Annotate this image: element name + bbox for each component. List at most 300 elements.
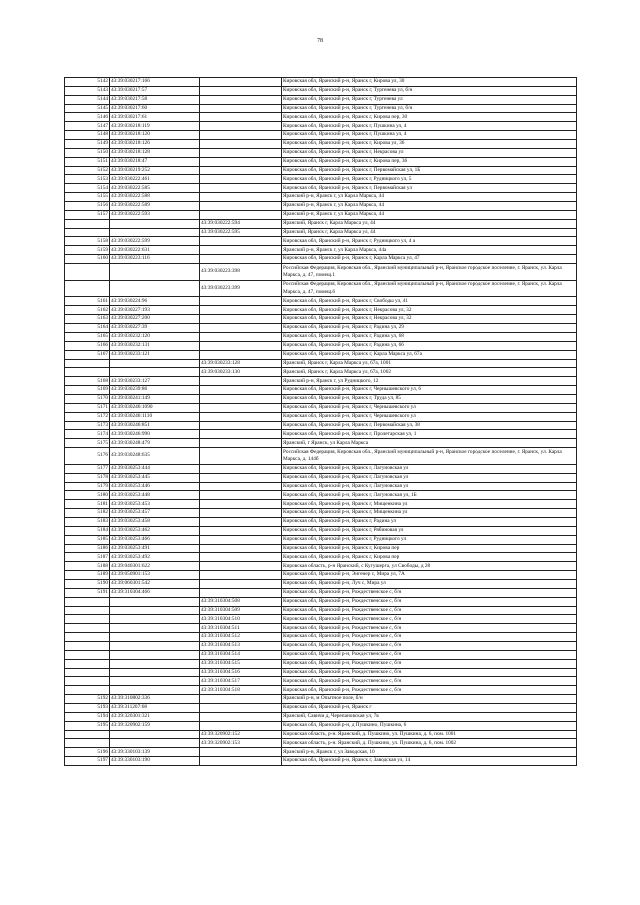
sub-cadastral-number-cell bbox=[200, 131, 282, 140]
cadastral-number-cell: 43:39:030227:200 bbox=[110, 315, 200, 324]
cadastral-number-cell: 43:39:030218:128 bbox=[110, 148, 200, 157]
cadastral-number-cell bbox=[110, 642, 200, 651]
table-row bbox=[65, 113, 577, 122]
sub-cadastral-number-cell: 43:39:310304:512 bbox=[200, 633, 282, 642]
sub-cadastral-number-cell bbox=[200, 237, 282, 246]
sub-cadastral-number-cell bbox=[200, 526, 282, 535]
cadastral-number-cell: 43:39:040301:622 bbox=[110, 562, 200, 571]
table-row bbox=[65, 175, 577, 184]
sub-cadastral-number-cell bbox=[200, 113, 282, 122]
row-number-cell: 5178 bbox=[65, 473, 110, 482]
row-number-cell bbox=[65, 368, 110, 377]
cadastral-number-cell: 43:39:030222:585 bbox=[110, 184, 200, 193]
sub-cadastral-number-cell bbox=[200, 315, 282, 324]
table-row bbox=[65, 571, 577, 580]
cadastral-register-table bbox=[64, 77, 577, 766]
table-row bbox=[65, 448, 577, 465]
address-cell: Кировская обл, Яранский р-н, Яранск г, Лагуновская ул bbox=[282, 473, 577, 482]
row-number-cell bbox=[65, 668, 110, 677]
row-number-cell: 5145 bbox=[65, 104, 110, 113]
sub-cadastral-number-cell bbox=[200, 482, 282, 491]
cadastral-number-cell: 43:39:030217:61 bbox=[110, 113, 200, 122]
table-row bbox=[65, 184, 577, 193]
address-cell: Яранский, Яранск г, Карла Маркса ул, 44 bbox=[282, 219, 577, 228]
address-cell: Кировская обл, Яранский р-н, Яранск г, Чернышевского ул, 6 bbox=[282, 386, 577, 395]
address-cell: Яранский р-н, м Опытное поле, б/н bbox=[282, 695, 577, 704]
address-cell: Кировская обл, Яранский р-н, Яранск г, Тургенева ул bbox=[282, 95, 577, 104]
address-cell: Кировская обл, Яранский р-н, Рождественское с, б/н bbox=[282, 588, 577, 597]
table-row bbox=[65, 332, 577, 341]
sub-cadastral-number-cell: 43:39:030222:595 bbox=[200, 228, 282, 237]
address-cell: Кировская обл, Яранский р-н, Яранск г, Лагуновская ул bbox=[282, 482, 577, 491]
table-row bbox=[65, 421, 577, 430]
address-cell: Кировская обл, Яранский р-н, Яранск г bbox=[282, 704, 577, 713]
row-number-cell: 5195 bbox=[65, 721, 110, 730]
cadastral-number-cell bbox=[110, 624, 200, 633]
cadastral-number-cell: 43:39:030232:120 bbox=[110, 332, 200, 341]
cadastral-number-cell bbox=[110, 597, 200, 606]
table-row bbox=[65, 597, 577, 606]
sub-cadastral-number-cell bbox=[200, 175, 282, 184]
sub-cadastral-number-cell: 43:39:320902:152 bbox=[200, 730, 282, 739]
address-cell: Яранский р-н, Яранск г, ул Заводская, 10 bbox=[282, 748, 577, 757]
table-row bbox=[65, 633, 577, 642]
sub-cadastral-number-cell: 43:39:310304:517 bbox=[200, 677, 282, 686]
table-row bbox=[65, 104, 577, 113]
cadastral-number-cell: 43:39:310802:336 bbox=[110, 695, 200, 704]
sub-cadastral-number-cell bbox=[200, 439, 282, 448]
register-body bbox=[65, 78, 577, 766]
table-row bbox=[65, 677, 577, 686]
sub-cadastral-number-cell: 43:39:310304:511 bbox=[200, 624, 282, 633]
cadastral-number-cell bbox=[110, 280, 200, 297]
table-row bbox=[65, 686, 577, 695]
cadastral-number-cell: 43:39:030218:120 bbox=[110, 131, 200, 140]
row-number-cell: 5153 bbox=[65, 175, 110, 184]
table-row bbox=[65, 219, 577, 228]
sub-cadastral-number-cell bbox=[200, 535, 282, 544]
address-cell: Кировская обл, Яранский р-н, Яранск г, Радина ул bbox=[282, 517, 577, 526]
cadastral-number-cell: 43:39:320902:159 bbox=[110, 721, 200, 730]
cadastral-number-cell: 43:39:030222:631 bbox=[110, 246, 200, 255]
row-number-cell: 5186 bbox=[65, 544, 110, 553]
cadastral-number-cell bbox=[110, 677, 200, 686]
address-cell: Кировская область, р-н. Яранский, д. Пушкино, ул. Пушкина, д. 6, пом. 1001 bbox=[282, 730, 577, 739]
row-number-cell: 5162 bbox=[65, 306, 110, 315]
sub-cadastral-number-cell bbox=[200, 748, 282, 757]
table-row bbox=[65, 606, 577, 615]
row-number-cell: 5155 bbox=[65, 193, 110, 202]
sub-cadastral-number-cell bbox=[200, 341, 282, 350]
row-number-cell: 5176 bbox=[65, 448, 110, 465]
table-row bbox=[65, 255, 577, 264]
cadastral-number-cell: 43:39:030246:990 bbox=[110, 430, 200, 439]
address-cell: Кировская обл, Яранский р-н, Яранск г, Чернышевского ул bbox=[282, 412, 577, 421]
cadastral-number-cell: 43:39:030219:252 bbox=[110, 166, 200, 175]
sub-cadastral-number-cell bbox=[200, 350, 282, 359]
sub-cadastral-number-cell bbox=[200, 571, 282, 580]
table-row bbox=[65, 166, 577, 175]
row-number-cell bbox=[65, 677, 110, 686]
address-cell: Кировская обл, Яранский р-н, Яранск г, Карла Маркса ул, 47 bbox=[282, 255, 577, 264]
cadastral-number-cell: 43:39:030253:462 bbox=[110, 526, 200, 535]
row-number-cell: 5164 bbox=[65, 324, 110, 333]
table-row bbox=[65, 350, 577, 359]
table-row bbox=[65, 78, 577, 87]
sub-cadastral-number-cell bbox=[200, 412, 282, 421]
row-number-cell bbox=[65, 659, 110, 668]
row-number-cell: 5165 bbox=[65, 332, 110, 341]
row-number-cell: 5168 bbox=[65, 377, 110, 386]
cadastral-number-cell: 43:39:030253:466 bbox=[110, 535, 200, 544]
sub-cadastral-number-cell bbox=[200, 464, 282, 473]
address-cell: Кировская обл, Яранский р-н, Яранск г, Свободы ул, 41 bbox=[282, 297, 577, 306]
row-number-cell: 5160 bbox=[65, 255, 110, 264]
sub-cadastral-number-cell bbox=[200, 403, 282, 412]
row-number-cell: 5143 bbox=[65, 86, 110, 95]
cadastral-number-cell bbox=[110, 228, 200, 237]
address-cell: Кировская обл, Яранский р-н, Яранск г, Кирова пер bbox=[282, 553, 577, 562]
row-number-cell bbox=[65, 624, 110, 633]
sub-cadastral-number-cell: 43:39:310304:515 bbox=[200, 659, 282, 668]
table-row bbox=[65, 517, 577, 526]
sub-cadastral-number-cell bbox=[200, 140, 282, 149]
table-row bbox=[65, 430, 577, 439]
table-row bbox=[65, 193, 577, 202]
row-number-cell: 5152 bbox=[65, 166, 110, 175]
cadastral-number-cell: 43:39:030253:445 bbox=[110, 473, 200, 482]
row-number-cell: 5183 bbox=[65, 517, 110, 526]
row-number-cell: 5177 bbox=[65, 464, 110, 473]
row-number-cell: 5151 bbox=[65, 157, 110, 166]
address-cell: Кировская область, р-н. Яранский, д. Пушкино, ул. Пушкина, д. 6, пом. 1002 bbox=[282, 739, 577, 748]
sub-cadastral-number-cell bbox=[200, 324, 282, 333]
table-row bbox=[65, 210, 577, 219]
table-row bbox=[65, 659, 577, 668]
table-row bbox=[65, 377, 577, 386]
row-number-cell bbox=[65, 615, 110, 624]
address-cell: Кировская обл, Яранский р-н, Рождественское с, б/н bbox=[282, 642, 577, 651]
sub-cadastral-number-cell bbox=[200, 377, 282, 386]
cadastral-number-cell: 43:39:030248:635 bbox=[110, 448, 200, 465]
table-row bbox=[65, 394, 577, 403]
sub-cadastral-number-cell bbox=[200, 202, 282, 211]
row-number-cell: 5157 bbox=[65, 210, 110, 219]
table-row bbox=[65, 482, 577, 491]
row-number-cell: 5172 bbox=[65, 412, 110, 421]
cadastral-number-cell: 43:39:311207:68 bbox=[110, 704, 200, 713]
sub-cadastral-number-cell bbox=[200, 473, 282, 482]
row-number-cell: 5181 bbox=[65, 500, 110, 509]
address-cell: Кировская обл, Яранский р-н, Яранск г, Заводская ул, 14 bbox=[282, 757, 577, 766]
row-number-cell: 5150 bbox=[65, 148, 110, 157]
row-number-cell bbox=[65, 606, 110, 615]
address-cell: Кировская обл, Яранский р-н, Рождественское с, б/н bbox=[282, 606, 577, 615]
cadastral-number-cell: 43:39:030222:593 bbox=[110, 210, 200, 219]
row-number-cell bbox=[65, 228, 110, 237]
sub-cadastral-number-cell bbox=[200, 386, 282, 395]
sub-cadastral-number-cell: 43:39:310304:513 bbox=[200, 642, 282, 651]
cadastral-number-cell: 43:39:030222:599 bbox=[110, 237, 200, 246]
cadastral-number-cell: 43:39:030253:448 bbox=[110, 491, 200, 500]
table-row bbox=[65, 695, 577, 704]
address-cell: Кировская обл, Яранский р-н, Яранск г, Некрасова ул bbox=[282, 148, 577, 157]
row-number-cell bbox=[65, 633, 110, 642]
row-number-cell bbox=[65, 686, 110, 695]
cadastral-number-cell: 43:39:030217:60 bbox=[110, 104, 200, 113]
sub-cadastral-number-cell bbox=[200, 695, 282, 704]
sub-cadastral-number-cell bbox=[200, 544, 282, 553]
page-number: 78 bbox=[317, 38, 323, 44]
sub-cadastral-number-cell: 43:39:030223:399 bbox=[200, 280, 282, 297]
table-row bbox=[65, 202, 577, 211]
table-row bbox=[65, 157, 577, 166]
cadastral-number-cell: 43:39:030227:193 bbox=[110, 306, 200, 315]
address-cell: Кировская обл, Яранский р-н, Яранск г, Рудницкого ул, 5 bbox=[282, 175, 577, 184]
row-number-cell: 5175 bbox=[65, 439, 110, 448]
sub-cadastral-number-cell bbox=[200, 421, 282, 430]
row-number-cell bbox=[65, 730, 110, 739]
sub-cadastral-number-cell bbox=[200, 553, 282, 562]
row-number-cell bbox=[65, 642, 110, 651]
cadastral-number-cell: 43:39:030233:121 bbox=[110, 350, 200, 359]
sub-cadastral-number-cell bbox=[200, 517, 282, 526]
table-row bbox=[65, 140, 577, 149]
cadastral-number-cell: 43:39:320301:321 bbox=[110, 712, 200, 721]
cadastral-number-cell: 43:39:030246:1110 bbox=[110, 412, 200, 421]
table-row bbox=[65, 562, 577, 571]
cadastral-number-cell: 43:39:030246:1090 bbox=[110, 403, 200, 412]
table-row bbox=[65, 615, 577, 624]
row-number-cell: 5193 bbox=[65, 704, 110, 713]
table-row bbox=[65, 131, 577, 140]
cadastral-number-cell bbox=[110, 730, 200, 739]
row-number-cell: 5197 bbox=[65, 757, 110, 766]
table-row bbox=[65, 730, 577, 739]
address-cell: Кировская обл, Яранский р-н, Яранск г, Кирова пер, 30 bbox=[282, 113, 577, 122]
table-row bbox=[65, 491, 577, 500]
cadastral-number-cell bbox=[110, 219, 200, 228]
table-row bbox=[65, 246, 577, 255]
sub-cadastral-number-cell bbox=[200, 78, 282, 87]
table-row bbox=[65, 464, 577, 473]
address-cell: Кировская обл, Яранский р-н, Яранск г, Тургенева ул, б/н bbox=[282, 86, 577, 95]
sub-cadastral-number-cell: 43:39:310304:518 bbox=[200, 686, 282, 695]
table-row bbox=[65, 473, 577, 482]
sub-cadastral-number-cell bbox=[200, 104, 282, 113]
sub-cadastral-number-cell bbox=[200, 712, 282, 721]
sub-cadastral-number-cell: 43:39:030222:594 bbox=[200, 219, 282, 228]
sub-cadastral-number-cell bbox=[200, 491, 282, 500]
address-cell: Яранский р-н, Яранск г, ул Карла Маркса, 44 bbox=[282, 202, 577, 211]
sub-cadastral-number-cell bbox=[200, 509, 282, 518]
address-cell: Кировская обл, Яранский р-н, Яранск г, Радина ул, 29 bbox=[282, 324, 577, 333]
address-cell: Кировская обл, Яранский р-н, Яранск г, Радина ул, 66 bbox=[282, 341, 577, 350]
row-number-cell: 5190 bbox=[65, 579, 110, 588]
cadastral-number-cell: 43:39:030246:851 bbox=[110, 421, 200, 430]
table-row bbox=[65, 642, 577, 651]
sub-cadastral-number-cell bbox=[200, 148, 282, 157]
table-row bbox=[65, 668, 577, 677]
cadastral-number-cell: 43:39:030222:589 bbox=[110, 202, 200, 211]
sub-cadastral-number-cell bbox=[200, 332, 282, 341]
cadastral-number-cell: 43:39:030253:457 bbox=[110, 509, 200, 518]
sub-cadastral-number-cell: 43:39:310304:509 bbox=[200, 606, 282, 615]
cadastral-number-cell bbox=[110, 650, 200, 659]
address-cell: Кировская обл, Яранский р-н, Яранск г, Лагуновская ул bbox=[282, 464, 577, 473]
cadastral-number-cell bbox=[110, 668, 200, 677]
row-number-cell bbox=[65, 219, 110, 228]
address-cell: Кировская обл, Яранский р-н, Яранск г, Кирова ул, 36 bbox=[282, 140, 577, 149]
table-row bbox=[65, 535, 577, 544]
cadastral-number-cell: 43:39:030224:96 bbox=[110, 297, 200, 306]
table-row bbox=[65, 359, 577, 368]
cadastral-number-cell bbox=[110, 633, 200, 642]
cadastral-number-cell: 43:39:030253:491 bbox=[110, 544, 200, 553]
row-number-cell bbox=[65, 280, 110, 297]
table-row bbox=[65, 526, 577, 535]
address-cell: Кировская обл, Яранский р-н, Яранск г, Лагуновская ул, 1Б bbox=[282, 491, 577, 500]
row-number-cell: 5191 bbox=[65, 588, 110, 597]
address-cell: Кировская обл, Яранский р-н, д Пушкино, Пушкина, 6 bbox=[282, 721, 577, 730]
sub-cadastral-number-cell bbox=[200, 704, 282, 713]
table-row bbox=[65, 712, 577, 721]
row-number-cell: 5159 bbox=[65, 246, 110, 255]
address-cell: Кировская обл, Яранский р-н, Рождественское с, б/н bbox=[282, 650, 577, 659]
address-cell: Кировская область, р-н Яранский, с Кугушерга, ул Свободы, д 28 bbox=[282, 562, 577, 571]
table-row bbox=[65, 553, 577, 562]
cadastral-number-cell: 43:39:310304:466 bbox=[110, 588, 200, 597]
cadastral-number-cell: 43:39:060301:542 bbox=[110, 579, 200, 588]
cadastral-number-cell: 43:39:030248:479 bbox=[110, 439, 200, 448]
cadastral-number-cell: 43:39:030253:444 bbox=[110, 464, 200, 473]
address-cell: Кировская обл, Яранский р-н, Яранск г, Мищенкина ул bbox=[282, 509, 577, 518]
row-number-cell: 5169 bbox=[65, 386, 110, 395]
sub-cadastral-number-cell bbox=[200, 95, 282, 104]
sub-cadastral-number-cell bbox=[200, 394, 282, 403]
table-row bbox=[65, 148, 577, 157]
table-row bbox=[65, 315, 577, 324]
row-number-cell bbox=[65, 739, 110, 748]
table-row bbox=[65, 368, 577, 377]
sub-cadastral-number-cell: 43:39:320902:153 bbox=[200, 739, 282, 748]
table-row bbox=[65, 500, 577, 509]
sub-cadastral-number-cell: 43:39:030223:398 bbox=[200, 264, 282, 281]
cadastral-number-cell: 43:39:030253:492 bbox=[110, 553, 200, 562]
address-cell: Яранский, г Яранск, ул Карла Маркса bbox=[282, 439, 577, 448]
address-cell: Яранский, Яранск г, Карла Маркса ул, 67а, 1002 bbox=[282, 368, 577, 377]
row-number-cell: 5170 bbox=[65, 394, 110, 403]
cadastral-number-cell bbox=[110, 615, 200, 624]
cadastral-number-cell: 43:39:030217:166 bbox=[110, 78, 200, 87]
table-row bbox=[65, 624, 577, 633]
address-cell: Кировская обл, Яранский р-н, Энгенер с, Мира ул, 7А bbox=[282, 571, 577, 580]
address-cell: Кировская обл, Яранский р-н, Рождественское с, б/н bbox=[282, 686, 577, 695]
address-cell: Кировская обл, Яранский р-н, Рождественское с, б/н bbox=[282, 597, 577, 606]
sub-cadastral-number-cell bbox=[200, 430, 282, 439]
row-number-cell: 5161 bbox=[65, 297, 110, 306]
address-cell: Российская Федерация, Кировская обл., Яранский муниципальный р-н, Яранское городское поселение, г. Яранск, ул. Карла Маркса, д. 47, помещ.6 bbox=[282, 280, 577, 297]
row-number-cell: 5144 bbox=[65, 95, 110, 104]
row-number-cell bbox=[65, 359, 110, 368]
row-number-cell: 5184 bbox=[65, 526, 110, 535]
address-cell: Кировская обл, Яранский р-н, Яранск г, Пушкина ул, 4 bbox=[282, 131, 577, 140]
cadastral-number-cell: 43:39:330103:190 bbox=[110, 757, 200, 766]
address-cell: Кировская обл, Яранский р-н, Яранск г, Кирова ул, 30 bbox=[282, 78, 577, 87]
table-row bbox=[65, 757, 577, 766]
cadastral-number-cell: 43:39:030218:126 bbox=[110, 140, 200, 149]
row-number-cell: 5189 bbox=[65, 571, 110, 580]
address-cell: Кировская обл, Яранский р-н, Яранск г, Кирова пер, 36 bbox=[282, 157, 577, 166]
row-number-cell bbox=[65, 650, 110, 659]
address-cell: Кировская обл, Яранский р-н, Рождественское с, б/н bbox=[282, 668, 577, 677]
sub-cadastral-number-cell: 43:39:310304:508 bbox=[200, 597, 282, 606]
table-row bbox=[65, 324, 577, 333]
address-cell: Кировская обл, Яранский р-н, Яранск г, Рябиновая ул bbox=[282, 526, 577, 535]
table-row bbox=[65, 264, 577, 281]
row-number-cell: 5185 bbox=[65, 535, 110, 544]
sub-cadastral-number-cell bbox=[200, 122, 282, 131]
sub-cadastral-number-cell bbox=[200, 255, 282, 264]
row-number-cell: 5149 bbox=[65, 140, 110, 149]
cadastral-number-cell: 43:39:030222:461 bbox=[110, 175, 200, 184]
sub-cadastral-number-cell bbox=[200, 562, 282, 571]
row-number-cell bbox=[65, 264, 110, 281]
cadastral-number-cell: 43:39:030227:39 bbox=[110, 324, 200, 333]
sub-cadastral-number-cell: 43:39:310304:514 bbox=[200, 650, 282, 659]
table-row bbox=[65, 721, 577, 730]
table-row bbox=[65, 403, 577, 412]
address-cell: Кировская обл, Яранский р-н, Яранск г, Пушкина ул, 4 bbox=[282, 122, 577, 131]
row-number-cell: 5147 bbox=[65, 122, 110, 131]
address-cell: Кировская обл, Яранский р-н, Яранск г, Труда ул, 85 bbox=[282, 394, 577, 403]
cadastral-number-cell bbox=[110, 686, 200, 695]
address-cell: Кировская обл, Яранский р-н, Яранск г, Рудницкого ул, 4 а bbox=[282, 237, 577, 246]
sub-cadastral-number-cell: 43:39:030233:128 bbox=[200, 359, 282, 368]
address-cell: Кировская обл, Яранский р-н, Рождественское с, б/н bbox=[282, 677, 577, 686]
cadastral-number-cell: 43:39:030241:149 bbox=[110, 394, 200, 403]
cadastral-number-cell bbox=[110, 739, 200, 748]
cadastral-number-cell bbox=[110, 606, 200, 615]
address-cell: Кировская обл, Яранский р-н, Яранск г, Радина ул, 68 bbox=[282, 332, 577, 341]
row-number-cell: 5180 bbox=[65, 491, 110, 500]
table-row bbox=[65, 341, 577, 350]
address-cell: Кировская обл, Яранский р-н, Яранск г, Мищенкина ул bbox=[282, 500, 577, 509]
row-number-cell: 5142 bbox=[65, 78, 110, 87]
address-cell: Кировская обл, Яранский р-н, Яранск г, Чернышевского ул bbox=[282, 403, 577, 412]
table-row bbox=[65, 544, 577, 553]
cadastral-number-cell: 43:39:030223:116 bbox=[110, 255, 200, 264]
table-row bbox=[65, 86, 577, 95]
table-row bbox=[65, 386, 577, 395]
row-number-cell: 5174 bbox=[65, 430, 110, 439]
address-cell: Яранский р-н, Яранск г, ул Рудницкого, 12 bbox=[282, 377, 577, 386]
address-cell: Яранский р-н, Яранск г, ул Карла Маркса, 44 bbox=[282, 193, 577, 202]
row-number-cell: 5154 bbox=[65, 184, 110, 193]
address-cell: Кировская обл, Яранский р-н, Рождественское с, б/н bbox=[282, 659, 577, 668]
address-cell: Яранский, Савичи д, Черепановская ул, 7в bbox=[282, 712, 577, 721]
row-number-cell: 5182 bbox=[65, 509, 110, 518]
sub-cadastral-number-cell bbox=[200, 721, 282, 730]
cadastral-number-cell: 43:39:030233:127 bbox=[110, 377, 200, 386]
row-number-cell: 5166 bbox=[65, 341, 110, 350]
row-number-cell: 5156 bbox=[65, 202, 110, 211]
row-number-cell: 5187 bbox=[65, 553, 110, 562]
address-cell: Кировская обл, Яранский р-н, Яранск г, Карла Маркса ул, 67а bbox=[282, 350, 577, 359]
sub-cadastral-number-cell bbox=[200, 500, 282, 509]
table-row bbox=[65, 588, 577, 597]
sub-cadastral-number-cell bbox=[200, 166, 282, 175]
